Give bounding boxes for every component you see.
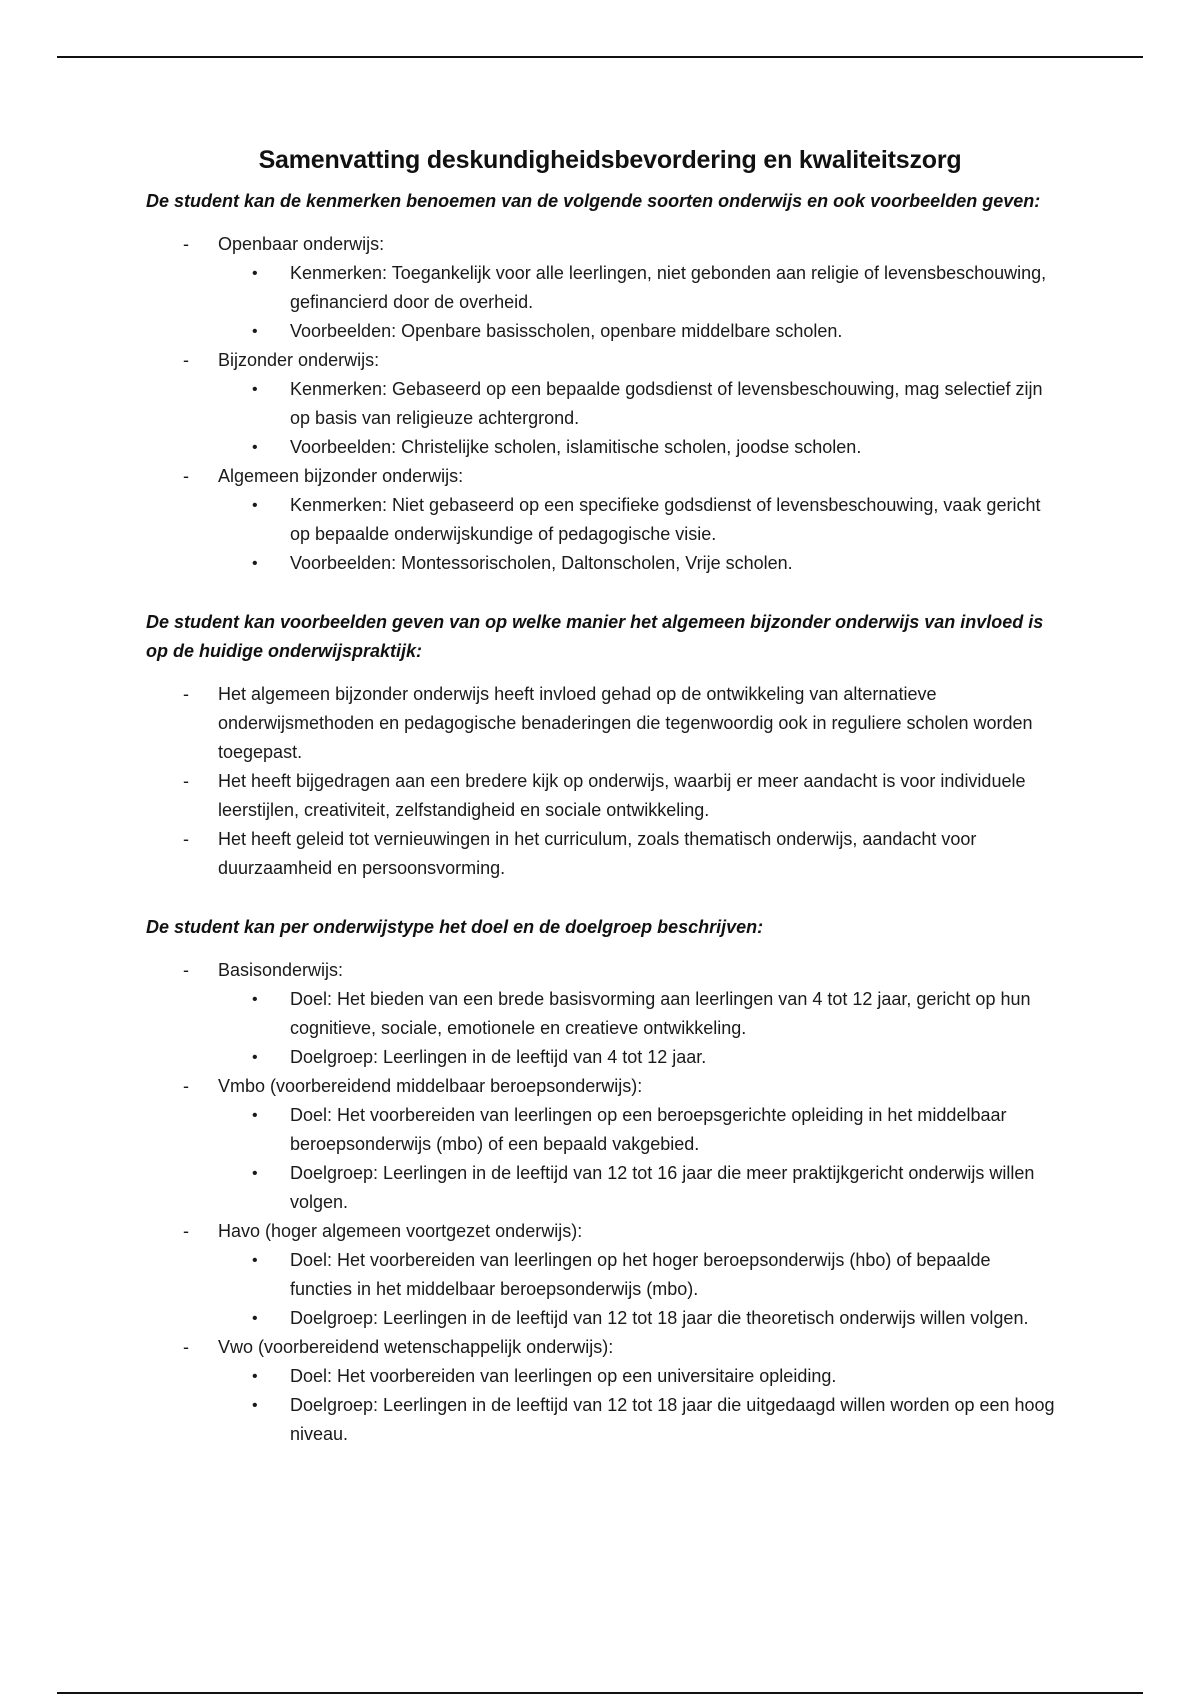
section2-list (146, 680, 1056, 883)
document-title: Samenvatting deskundigheidsbevordering en kwaliteitszorg (258, 146, 962, 174)
sub-item-text: Doelgroep: Leerlingen in de leeftijd van 12 tot 18 jaar die theoretisch onderwijs willen volgen. (290, 1308, 1029, 1328)
sub-item (218, 491, 1056, 549)
section1-question: De student kan de kenmerken benoemen van de volgende soorten onderwijs en ook voorbeelden geven: (146, 191, 1041, 211)
dash-marker: - (183, 1221, 189, 1241)
bullet-marker: • (252, 265, 258, 282)
bullet-marker: • (252, 497, 258, 514)
document-body (146, 146, 1056, 1449)
list-item-label: Vmbo (voorbereidend middelbaar beroepsonderwijs): (218, 1076, 643, 1096)
sub-item (218, 259, 1056, 317)
list-item-text: Het heeft bijgedragen aan een bredere kijk op onderwijs, waarbij er meer aandacht is voor individuele leerstijlen, creativiteit, zelfstandigheid en sociale ontwikkeling. (218, 771, 1026, 820)
bullet-marker: • (252, 1310, 258, 1327)
sub-item-text: Kenmerken: Toegankelijk voor alle leerlingen, niet gebonden aan religie of levensbeschouwing, gefinancierd door de overheid. (290, 263, 1047, 312)
sub-item-text: Doelgroep: Leerlingen in de leeftijd van 12 tot 16 jaar die meer praktijkgericht onderwijs willen volgen. (290, 1163, 1035, 1212)
section3-list (146, 956, 1056, 1449)
sub-item (218, 549, 1056, 578)
sub-item (218, 1246, 1056, 1304)
section2-question: De student kan voorbeelden geven van op welke manier het algemeen bijzonder onderwijs van invloed is op de huidige onderwijspraktijk: (146, 612, 1044, 661)
dash-marker: - (183, 771, 189, 791)
sub-item-text: Doel: Het bieden van een brede basisvorming aan leerlingen van 4 tot 12 jaar, gericht op hun cognitieve, sociale, emotionele en creatieve ontwikkeling. (290, 989, 1031, 1038)
list-item (146, 462, 1056, 578)
sub-item (218, 1304, 1056, 1333)
dash-marker: - (183, 684, 189, 704)
sub-item (218, 317, 1056, 346)
dash-marker: - (183, 350, 189, 370)
dash-marker: - (183, 960, 189, 980)
bullet-marker: • (252, 1252, 258, 1269)
list-item (146, 956, 1056, 1072)
list-item (146, 1072, 1056, 1217)
sub-item (218, 1391, 1056, 1449)
list-item (146, 767, 1056, 825)
bullet-marker: • (252, 1368, 258, 1385)
list-item (146, 1333, 1056, 1449)
list-item-label: Havo (hoger algemeen voortgezet onderwijs): (218, 1221, 583, 1241)
sub-item-text: Doel: Het voorbereiden van leerlingen op een universitaire opleiding. (290, 1366, 837, 1386)
bullet-marker: • (252, 1049, 258, 1066)
list-item-label: Algemeen bijzonder onderwijs: (218, 466, 464, 486)
sub-item-text: Kenmerken: Gebaseerd op een bepaalde godsdienst of levensbeschouwing, mag selectief zijn op basis van religieuze achtergrond. (290, 379, 1043, 428)
list-item-text: Het heeft geleid tot vernieuwingen in het curriculum, zoals thematisch onderwijs, aandacht voor duurzaamheid en persoonsvorming. (218, 829, 977, 878)
sub-item-text: Voorbeelden: Openbare basisscholen, openbare middelbare scholen. (290, 321, 843, 341)
footer-rule (57, 1692, 1143, 1694)
bullet-marker: • (252, 555, 258, 572)
header-rule (57, 56, 1143, 58)
sub-item (218, 433, 1056, 462)
list-item (146, 346, 1056, 462)
sub-item-text: Doelgroep: Leerlingen in de leeftijd van 4 tot 12 jaar. (290, 1047, 707, 1067)
sub-item-text: Kenmerken: Niet gebaseerd op een specifieke godsdienst of levensbeschouwing, vaak gericht op bepaalde onderwijskundige of pedagogische visie. (290, 495, 1041, 544)
list-item (146, 230, 1056, 346)
list-item-label: Vwo (voorbereidend wetenschappelijk onderwijs): (218, 1337, 614, 1357)
list-item (146, 1217, 1056, 1333)
sub-item-text: Doel: Het voorbereiden van leerlingen op een beroepsgerichte opleiding in het middelbaar beroepsonderwijs (mbo) of een bepaald vakgebied. (290, 1105, 1007, 1154)
sub-item-text: Doel: Het voorbereiden van leerlingen op het hoger beroepsonderwijs (hbo) of bepaalde functies in het middelbaar beroepsonderwijs (mbo). (290, 1250, 991, 1299)
list-item-label: Bijzonder onderwijs: (218, 350, 380, 370)
sub-item (218, 375, 1056, 433)
sub-item (218, 1043, 1056, 1072)
bullet-marker: • (252, 1107, 258, 1124)
sub-item-text: Doelgroep: Leerlingen in de leeftijd van 12 tot 18 jaar die uitgedaagd willen worden op een hoog niveau. (290, 1395, 1055, 1444)
bullet-marker: • (252, 323, 258, 340)
sub-item-text: Voorbeelden: Montessorischolen, Daltonscholen, Vrije scholen. (290, 553, 793, 573)
bullet-marker: • (252, 439, 258, 456)
dash-marker: - (183, 1337, 189, 1357)
section3-question: De student kan per onderwijstype het doel en de doelgroep beschrijven: (146, 917, 764, 937)
sub-item (218, 1159, 1056, 1217)
dash-marker: - (183, 466, 189, 486)
dash-marker: - (183, 1076, 189, 1096)
sub-item (218, 1101, 1056, 1159)
list-item (146, 680, 1056, 767)
list-item (146, 825, 1056, 883)
list-item-label: Basisonderwijs: (218, 960, 344, 980)
dash-marker: - (183, 829, 189, 849)
section1-list (146, 230, 1056, 578)
bullet-marker: • (252, 1397, 258, 1414)
sub-item (218, 985, 1056, 1043)
bullet-marker: • (252, 381, 258, 398)
sub-item-text: Voorbeelden: Christelijke scholen, islamitische scholen, joodse scholen. (290, 437, 862, 457)
dash-marker: - (183, 234, 189, 254)
list-item-label: Openbaar onderwijs: (218, 234, 385, 254)
bullet-marker: • (252, 991, 258, 1008)
sub-item (218, 1362, 1056, 1391)
bullet-marker: • (252, 1165, 258, 1182)
list-item-text: Het algemeen bijzonder onderwijs heeft invloed gehad op de ontwikkeling van alternatieve onderwijsmethoden en pedagogische benaderingen die tegenwoordig ook in reguliere scholen worden toegepast. (218, 684, 1033, 762)
